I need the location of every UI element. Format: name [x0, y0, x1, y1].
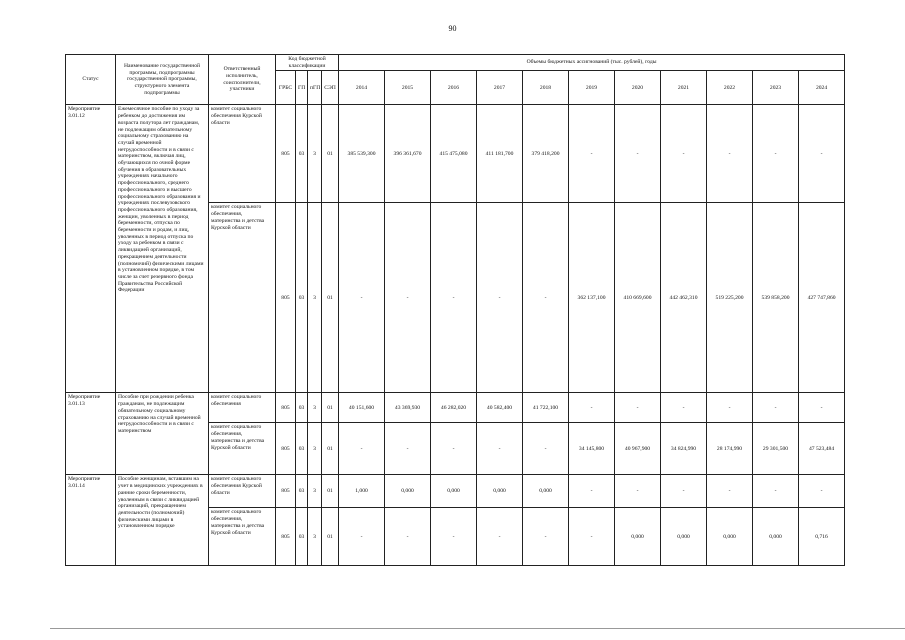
value-cell-2022: 519 225,200	[707, 203, 753, 393]
value-cell-2015: 0,000	[385, 475, 431, 508]
header-volumes: Объемы бюджетных ассигнований (тыс. рублей), годы	[339, 55, 845, 71]
header-year-2018: 2018	[523, 71, 569, 105]
header-year-2020: 2020	[615, 71, 661, 105]
value-cell-2017: -	[477, 508, 523, 566]
code-cell-sep: 01	[322, 203, 339, 393]
value-cell-2020: -	[615, 105, 661, 203]
value-cell-2020: 410 669,600	[615, 203, 661, 393]
measure-name-cell: Пособие женщинам, вставшим на учет в медицинских учреждениях в ранние сроки беременности, уволенным в связи с ликвидацией организаций, прекращением деятельности (полномочий) физическими лицами в установленном порядке	[116, 475, 209, 566]
code-cell-sep: 01	[322, 105, 339, 203]
code-cell-gp: 03	[296, 203, 308, 393]
value-cell-2021: 34 824,990	[661, 423, 707, 475]
code-cell-gp: 03	[296, 423, 308, 475]
value-cell-2016: -	[431, 508, 477, 566]
value-cell-2015: -	[385, 203, 431, 393]
value-cell-2018: 379 418,200	[523, 105, 569, 203]
value-cell-2017: 40 582,400	[477, 393, 523, 423]
page-number: 90	[448, 24, 457, 33]
header-code-pgp: пГП	[308, 71, 322, 105]
value-cell-2022: -	[707, 475, 753, 508]
header-year-2016: 2016	[431, 71, 477, 105]
value-cell-2024: 0,716	[799, 508, 845, 566]
header-year-2021: 2021	[661, 71, 707, 105]
value-cell-2014: 1,000	[339, 475, 385, 508]
value-cell-2019: -	[569, 508, 615, 566]
value-cell-2022: -	[707, 393, 753, 423]
value-cell-2023: -	[753, 475, 799, 508]
value-cell-2015: -	[385, 423, 431, 475]
measure-name-cell: Ежемесячное пособие по уходу за ребенком до достижения им возраста полутора лет гражданам, не подлежащим обязательному социальному страхованию на случай временной нетрудоспособности и в связи с материнством, включая лиц, обучающихся по очной форме обучения в образовательных учреждениях начального профессионального, среднего профессионального и высшего профессионального образования и учреждениях послевузовского профессионального образования, женщин, уволенных в период беременности, отпуска по беременности и родам, и лиц, уволенных в период отпуска по уходу за ребенком в связи с ликвидацией организаций, прекращением деятельности (полномочий) физическими лицами в установленном порядке, в том числе за счет резервного фонда Правительства Российской Федерации	[116, 105, 209, 393]
value-cell-2018: 0,000	[523, 475, 569, 508]
header-name: Наименование государственной программы, подпрограммы государственной программы, структурного элемента подпрограммы	[116, 55, 209, 105]
value-cell-2018: 41 722,100	[523, 393, 569, 423]
code-cell-gp: 03	[296, 105, 308, 203]
code-cell-pgp: 3	[308, 105, 322, 203]
header-code-grbs: ГРБС	[276, 71, 296, 105]
table-body	[66, 105, 845, 566]
code-cell-gp: 03	[296, 508, 308, 566]
code-cell-pgp: 3	[308, 423, 322, 475]
value-cell-2014: -	[339, 423, 385, 475]
value-cell-2024: 427 747,860	[799, 203, 845, 393]
value-cell-2015: 396 361,670	[385, 105, 431, 203]
value-cell-2017: 0,000	[477, 475, 523, 508]
value-cell-2016: 415 475,080	[431, 105, 477, 203]
value-cell-2015: 43 369,930	[385, 393, 431, 423]
value-cell-2020: 40 967,900	[615, 423, 661, 475]
code-cell-grbs: 805	[276, 475, 296, 508]
value-cell-2018: -	[523, 508, 569, 566]
table-row	[66, 393, 845, 423]
executor-cell: комитет социального обеспечения, материнства и детства Курской области	[209, 508, 276, 566]
code-cell-pgp: 3	[308, 475, 322, 508]
executor-cell: комитет социального обеспечения, материнства и детства Курской области	[209, 203, 276, 393]
value-cell-2023: 29 301,500	[753, 423, 799, 475]
header-year-2024: 2024	[799, 71, 845, 105]
value-cell-2017: -	[477, 423, 523, 475]
value-cell-2014: 385 539,300	[339, 105, 385, 203]
code-cell-pgp: 3	[308, 393, 322, 423]
value-cell-2014: -	[339, 508, 385, 566]
code-cell-grbs: 805	[276, 105, 296, 203]
code-cell-grbs: 805	[276, 393, 296, 423]
value-cell-2022: 28 174,990	[707, 423, 753, 475]
table-row	[66, 475, 845, 508]
value-cell-2016: 46 282,020	[431, 393, 477, 423]
table-row	[66, 105, 845, 203]
executor-cell: комитет социального обеспечения Курской области	[209, 105, 276, 203]
executor-cell: комитет социального обеспечения	[209, 393, 276, 423]
code-cell-sep: 01	[322, 508, 339, 566]
value-cell-2020: 0,000	[615, 508, 661, 566]
value-cell-2017: 411 181,700	[477, 105, 523, 203]
value-cell-2023: -	[753, 393, 799, 423]
value-cell-2021: -	[661, 105, 707, 203]
value-cell-2019: 34 145,800	[569, 423, 615, 475]
header-year-2023: 2023	[753, 71, 799, 105]
code-cell-grbs: 805	[276, 508, 296, 566]
value-cell-2022: 0,000	[707, 508, 753, 566]
header-year-2015: 2015	[385, 71, 431, 105]
measure-name-cell: Пособие при рождении ребенка гражданам, не подлежащим обязательному социальному страхованию на случай временной нетрудоспособности и в связи с материнством	[116, 393, 209, 475]
value-cell-2019: -	[569, 475, 615, 508]
value-cell-2014: -	[339, 203, 385, 393]
value-cell-2021: -	[661, 475, 707, 508]
code-cell-gp: 03	[296, 475, 308, 508]
value-cell-2021: -	[661, 393, 707, 423]
value-cell-2024: -	[799, 105, 845, 203]
value-cell-2023: 539 858,200	[753, 203, 799, 393]
value-cell-2014: 40 151,600	[339, 393, 385, 423]
value-cell-2019: -	[569, 105, 615, 203]
value-cell-2016: -	[431, 203, 477, 393]
value-cell-2024: -	[799, 475, 845, 508]
status-cell: Мероприятие 3.01.13	[66, 393, 116, 475]
code-cell-pgp: 3	[308, 508, 322, 566]
header-code-gp: ГП	[296, 71, 308, 105]
code-cell-sep: 01	[322, 393, 339, 423]
value-cell-2024: -	[799, 393, 845, 423]
value-cell-2016: -	[431, 423, 477, 475]
page-bottom-rule	[50, 628, 905, 629]
header-status: Статус	[66, 55, 116, 105]
value-cell-2019: 362 137,100	[569, 203, 615, 393]
value-cell-2017: -	[477, 203, 523, 393]
status-cell: Мероприятие 3.01.12	[66, 105, 116, 393]
value-cell-2021: 442 462,310	[661, 203, 707, 393]
budget-table	[65, 54, 845, 566]
value-cell-2018: -	[523, 423, 569, 475]
value-cell-2022: -	[707, 105, 753, 203]
value-cell-2021: 0,000	[661, 508, 707, 566]
value-cell-2018: -	[523, 203, 569, 393]
value-cell-2019: -	[569, 393, 615, 423]
header-code-sep: СЭП	[322, 71, 339, 105]
code-cell-grbs: 805	[276, 423, 296, 475]
value-cell-2024: 47 523,484	[799, 423, 845, 475]
header-year-2022: 2022	[707, 71, 753, 105]
value-cell-2020: -	[615, 393, 661, 423]
header-executor: Ответственный исполнитель, соисполнители, участники	[209, 55, 276, 105]
header-year-2019: 2019	[569, 71, 615, 105]
value-cell-2016: 0,000	[431, 475, 477, 508]
status-cell: Мероприятие 3.01.14	[66, 475, 116, 566]
header-year-2014: 2014	[339, 71, 385, 105]
value-cell-2015: -	[385, 508, 431, 566]
code-cell-sep: 01	[322, 475, 339, 508]
value-cell-2020: -	[615, 475, 661, 508]
header-budget-code: Код бюджетной классификации	[276, 55, 339, 71]
executor-cell: комитет социального обеспечения, материнства и детства Курской области	[209, 423, 276, 475]
executor-cell: комитет социального обеспечения Курской области	[209, 475, 276, 508]
code-cell-sep: 01	[322, 423, 339, 475]
code-cell-gp: 03	[296, 393, 308, 423]
value-cell-2023: -	[753, 105, 799, 203]
header-year-2017: 2017	[477, 71, 523, 105]
code-cell-pgp: 3	[308, 203, 322, 393]
code-cell-grbs: 805	[276, 203, 296, 393]
value-cell-2023: 0,000	[753, 508, 799, 566]
